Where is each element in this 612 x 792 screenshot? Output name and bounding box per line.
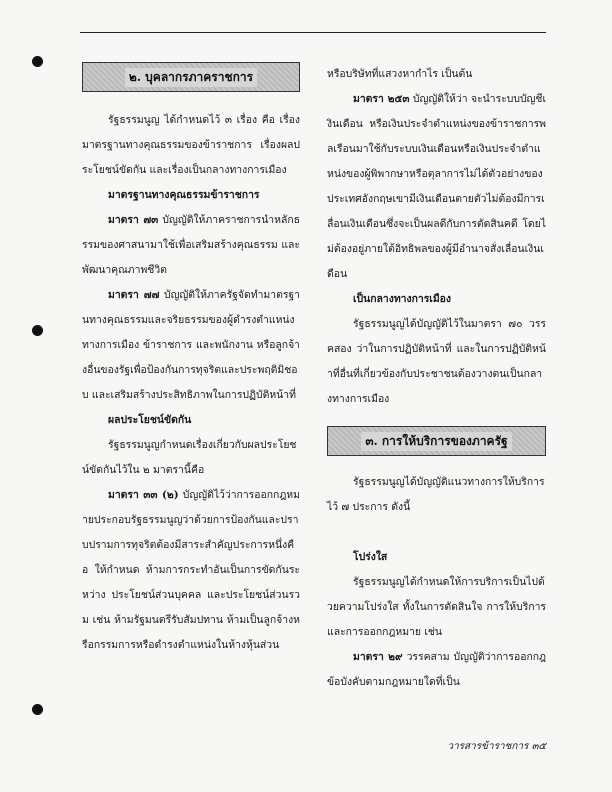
paragraph-text: บัญญัติให้ว่า จะนำระบบบัญชีเงินเดือน หรือเงินประจำตำแหน่งของข้าราชการพลเรือนมาใช้กับระบบเงินเดือนหรือเงินประจำตำแหน่งของผู้พิพากษาหรือตุลาการไม่ได้ตัวอย่างของประเทศอังกฤษเขามีเงินเดือนตายตัวไม่ต้องมีการเลื่อนเงินเดือนซึ่งจะเป็นผลดีกับการตัดสินคดี โดยไม่ต้องอยู่ภายใต้อิทธิพลของผู้มีอำนาจสั่งเลื่อนเงินเดือน (327, 93, 546, 280)
left-column (82, 62, 300, 658)
section-heading-3-text: ๓. การให้บริการของภาครัฐ (361, 432, 511, 451)
subheading-transparency: โปร่งใส (353, 551, 388, 563)
page-footer: วารสารข้าราชการ ๓๕ (447, 741, 546, 752)
binder-hole-top (32, 56, 43, 67)
section-heading-2-text: ๒. บุคลากรภาคราชการ (125, 68, 257, 87)
subheading-political-neutrality: เป็นกลางทางการเมือง (353, 293, 451, 305)
subheading-ethics-standard: มาตรฐานทางคุณธรรมข้าราชการ (108, 189, 260, 201)
paragraph-text: บัญญัติให้ภาคราชการนำหลักธรรมของศาสนามาใช้เพื่อเสริมสร้างคุณธรรม และพัฒนาคุณภาพชีวิต (82, 214, 300, 276)
binder-hole-middle (32, 325, 43, 336)
section-heading-2 (82, 62, 300, 92)
blank-line (327, 520, 546, 545)
binder-hole-bottom (32, 704, 43, 715)
subheading-conflict-of-interest: ผลประโยชน์ขัดกัน (108, 414, 192, 426)
paragraph-text: วรรคสาม บัญญัติว่าการออกกฎข้อบังคับตามกฎหมายใดที่เป็น (327, 651, 546, 688)
paragraph: รัฐธรรมนูญกำหนดเรื่องเกี่ยวกับผลประโยชน์ขัดกันไว้ใน ๒ มาตรานี้คือ (82, 439, 297, 476)
article-ref: มาตรา ๗๓ (108, 214, 159, 226)
article-ref: มาตรา ๓๓ (๒) (108, 489, 179, 501)
paragraph-section-29 (327, 645, 546, 695)
paragraph-continued: หรือบริษัทที่แสวงหากำไร เป็นต้น (327, 68, 473, 80)
paragraph: รัฐธรรมนูญได้บัญญัติไว้ในมาตรา ๗๐ วรรคสอง ว่าในการปฏิบัติหน้าที่ และในการปฏิบัติหน้าที่อื่นที่เกี่ยวข้องกับประชาชนต้องวางตนเป็นกลางทางการเมือง (327, 318, 546, 405)
paragraph-section-77 (82, 283, 300, 408)
paragraph: รัฐธรรมนูญได้บัญญัติแนวทางการให้บริการไว้ ๗ ประการ ดังนี้ (327, 476, 545, 513)
top-rule (80, 32, 546, 33)
paragraph-section-253 (327, 87, 546, 287)
article-ref: มาตรา ๒๙ (353, 651, 403, 663)
article-ref: มาตรา ๗๗ (108, 289, 160, 301)
paragraph-section-33 (82, 483, 300, 658)
paragraph: รัฐธรรมนูญได้กำหนดให้การบริการเป็นไปด้วยความโปร่งใส ทั้งในการตัดสินใจ การให้บริการ และการออกกฎหมาย เช่น (327, 576, 546, 638)
right-column (327, 62, 546, 695)
section-heading-3 (327, 426, 546, 456)
paragraph-text: บัญญัติให้ภาครัฐจัดทำมาตรฐานทางคุณธรรมและจริยธรรมของผู้ดำรงตำแหน่งทางการเมือง ข้าราชการ และพนักงาน หรือลูกจ้างอื่นของรัฐเพื่อป้องกันการทุจริตและประพฤติมิชอบ และเสริมสร้างประสิทธิภาพในการปฏิบัติหน้าที่ (82, 289, 301, 401)
paragraph: รัฐธรรมนูญ ได้กำหนดไว้ ๓ เรื่อง คือ เรื่องมาตรฐานทางคุณธรรมของข้าราชการ เรื่องผลประโยชน์ขัดกัน และเรื่องเป็นกลางทางการเมือง (82, 114, 300, 176)
paragraph-text: บัญญัติไว้ว่าการออกกฎหมายประกอบรัฐธรรมนูญว่าด้วยการป้องกันและปราบปรามการทุจริตต้องมีสาระสำคัญประการหนึ่งคือ ให้กำหนด ห้ามการกระทำอันเป็นการขัดกันระหว่าง ประโยชน์ส่วนบุคคล และประโยชน์ส่วนรวม เช่น ห้ามรัฐมนตรีรับสัมปทาน ห้ามเป็นลูกจ้างหรือกรรมการหรือดำรงตำแหน่งในห้างหุ้นส่วน (82, 489, 300, 651)
paragraph-section-73 (82, 208, 300, 283)
article-ref: มาตรา ๒๕๓ (353, 93, 410, 105)
